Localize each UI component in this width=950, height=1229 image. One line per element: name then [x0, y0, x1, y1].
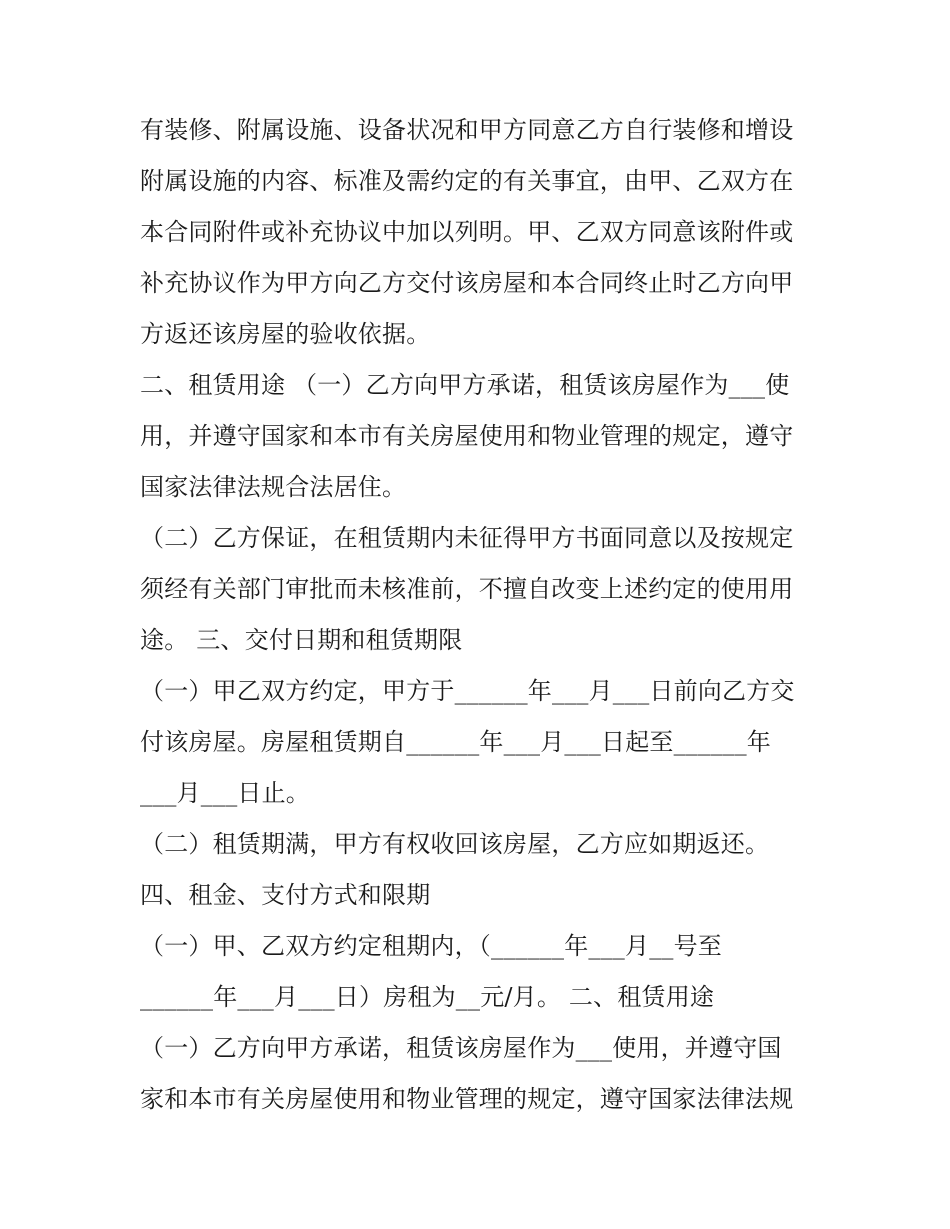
text-line: 四、租金、支付方式和限期 [140, 881, 431, 909]
text-line: 方返还该房屋的验收依据。 [140, 320, 431, 348]
text-line: （一）甲乙双方约定，甲方于______年___月___日前向乙方交 [140, 677, 795, 705]
text-line: （二）租赁期满，甲方有权收回该房屋，乙方应如期返还。 [140, 830, 770, 858]
text-line: 途。 三、交付日期和租赁期限 [140, 626, 463, 654]
text-line: 用，并遵守国家和本市有关房屋使用和物业管理的规定，遵守 [140, 422, 794, 450]
text-line: 附属设施的内容、标准及需约定的有关事宜，由甲、乙双方在 [140, 167, 794, 195]
text-line: 补充协议作为甲方向乙方交付该房屋和本合同终止时乙方向甲 [140, 269, 794, 297]
text-line: 付该房屋。房屋租赁期自______年___月___日起至______年 [140, 728, 771, 756]
text-line: （一）甲、乙双方约定租期内，（______年___月__号至 [140, 932, 722, 960]
text-line: （一）乙方向甲方承诺，租赁该房屋作为___使用，并遵守国 [140, 1034, 782, 1062]
text-line: 须经有关部门审批而未核准前，不擅自改变上述约定的使用用 [140, 575, 794, 603]
text-line: ______年___月___日）房租为__元/月。 二、租赁用途 [140, 983, 715, 1011]
text-line: 本合同附件或补充协议中加以列明。甲、乙双方同意该附件或 [140, 218, 794, 246]
text-line: 家和本市有关房屋使用和物业管理的规定，遵守国家法律法规 [140, 1085, 794, 1113]
text-line: 国家法律法规合法居住。 [140, 473, 407, 501]
text-line: ___月___日止。 [140, 779, 310, 807]
text-line: （二）乙方保证，在租赁期内未征得甲方书面同意以及按规定 [140, 524, 794, 552]
text-line: 有装修、附属设施、设备状况和甲方同意乙方自行装修和增设 [140, 116, 794, 144]
text-line: 二、租赁用途 （一）乙方向甲方承诺，租赁该房屋作为___使 [140, 371, 790, 399]
